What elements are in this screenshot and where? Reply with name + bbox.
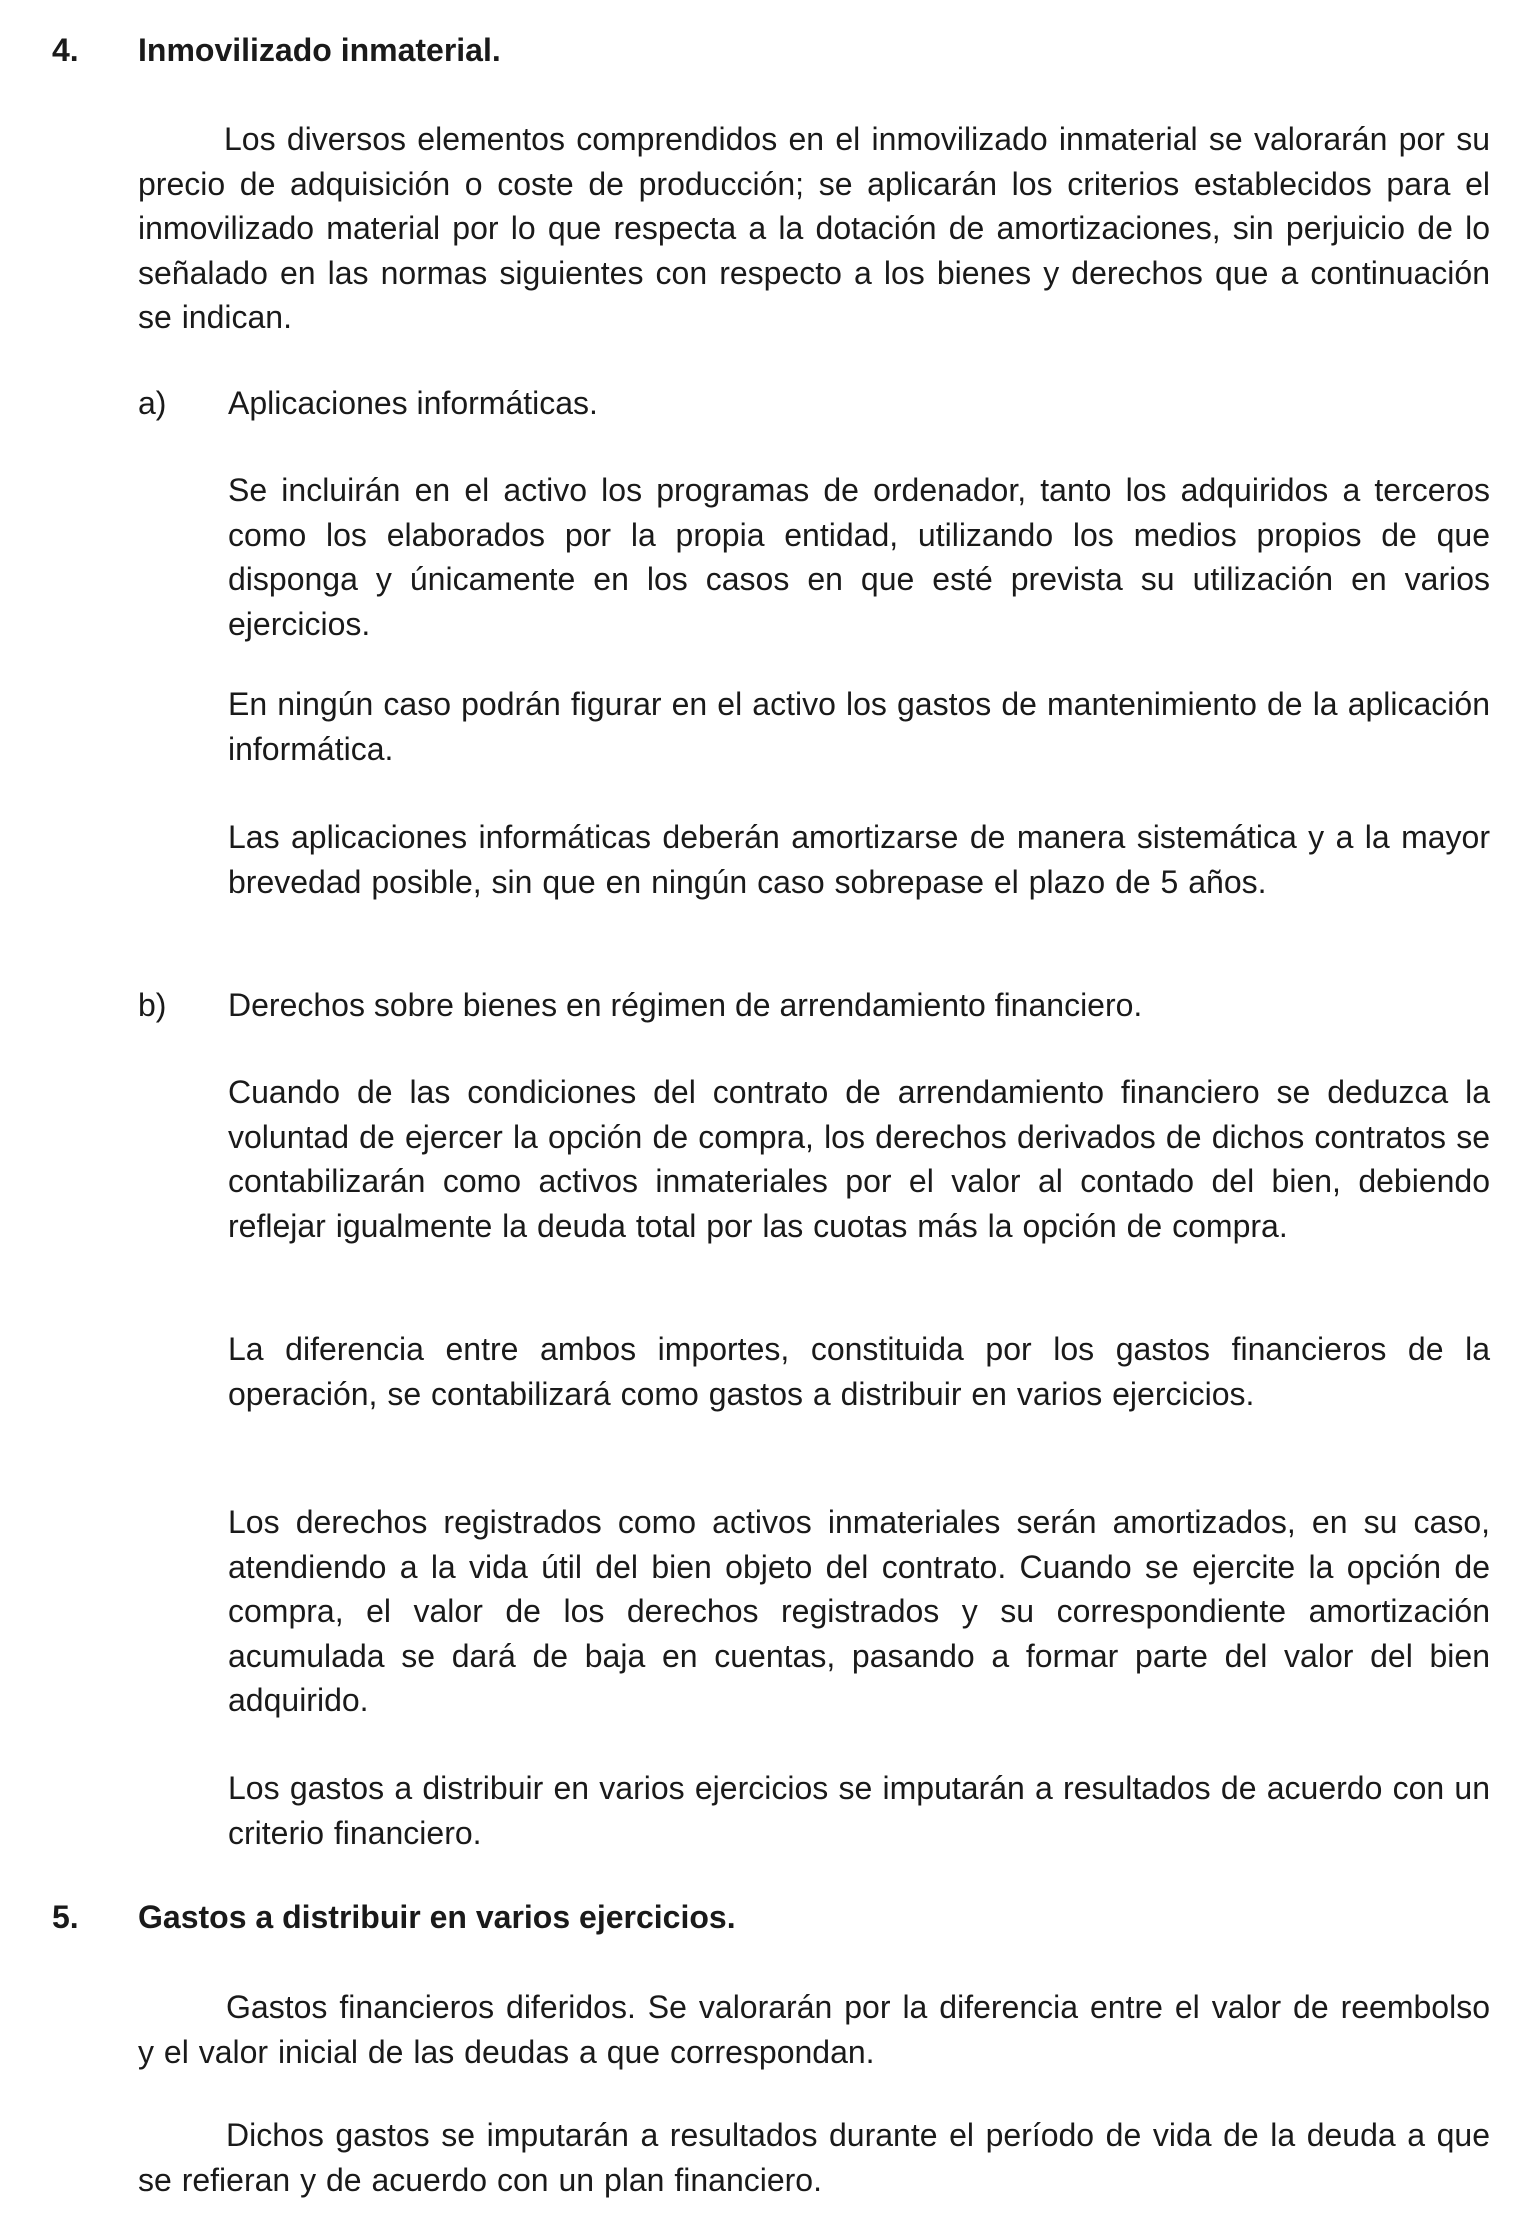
item-b-paragraph-3: Los derechos registrados como activos inmateriales serán amortizados, en su caso, atendiendo a la vida útil del bien objeto del contrato. Cuando se ejercite la opción de compra, el valor de los derechos registrados y su correspondiente amortización acumulada se dará de baja en cuentas, pasando a formar parte del valor del bien adquirido. [228, 1504, 1490, 1718]
item-b-heading [138, 985, 1338, 1025]
item-letter: a) [138, 385, 167, 421]
item-title: Aplicaciones informáticas. [228, 385, 598, 421]
section-5-paragraph-2: Dichos gastos se imputarán a resultados durante el período de vida de la deuda a que se refieran y de acuerdo con un plan financiero. [138, 2117, 1490, 2198]
section-title: Inmovilizado inmaterial. [138, 32, 501, 68]
item-a-paragraph-1: Se incluirán en el activo los programas de ordenador, tanto los adquiridos a terceros como los elaborados por la propia entidad, utilizando los medios propios de que disponga y únicamente en los casos en que esté prevista su utilización en varios ejercicios. [228, 472, 1490, 642]
item-a-paragraph-2: En ningún caso podrán figurar en el activo los gastos de mantenimiento de la aplicación informática. [228, 686, 1490, 767]
item-b-paragraph-4: Los gastos a distribuir en varios ejercicios se imputarán a resultados de acuerdo con un criterio financiero. [228, 1770, 1490, 1851]
item-a-paragraph-3: Las aplicaciones informáticas deberán amortizarse de manera sistemática y a la mayor brevedad posible, sin que en ningún caso sobrepase el plazo de 5 años. [228, 819, 1490, 900]
section-4-heading [52, 30, 672, 70]
section-4-intro: Los diversos elementos comprendidos en el inmovilizado inmaterial se valorarán por su precio de adquisición o coste de producción; se aplicarán los criterios establecidos para el inmovilizado material por lo que respecta a la dotación de amortizaciones, sin perjuicio de lo señalado en las normas siguientes con respecto a los bienes y derechos que a continuación se indican. [138, 121, 1490, 335]
item-a-heading [138, 383, 1038, 423]
item-b-paragraph-2: La diferencia entre ambos importes, constituida por los gastos financieros de la operación, se contabilizará como gastos a distribuir en varios ejercicios. [228, 1331, 1490, 1412]
item-title: Derechos sobre bienes en régimen de arrendamiento financiero. [228, 987, 1143, 1023]
section-number: 4. [52, 32, 79, 68]
item-b-paragraph-1: Cuando de las condiciones del contrato de arrendamiento financiero se deduzca la voluntad de ejercer la opción de compra, los derechos derivados de dichos contratos se contabilizarán como activos inmateriales por el valor al contado del bien, debiendo reflejar igualmente la deuda total por las cuotas más la opción de compra. [228, 1074, 1490, 1244]
item-letter: b) [138, 987, 167, 1023]
section-5-paragraph-1: Gastos financieros diferidos. Se valorarán por la diferencia entre el valor de reembolso y el valor inicial de las deudas a que correspondan. [138, 1989, 1490, 2070]
section-number: 5. [52, 1899, 79, 1935]
section-title: Gastos a distribuir en varios ejercicios. [138, 1899, 736, 1935]
section-5-heading [52, 1897, 1052, 1937]
